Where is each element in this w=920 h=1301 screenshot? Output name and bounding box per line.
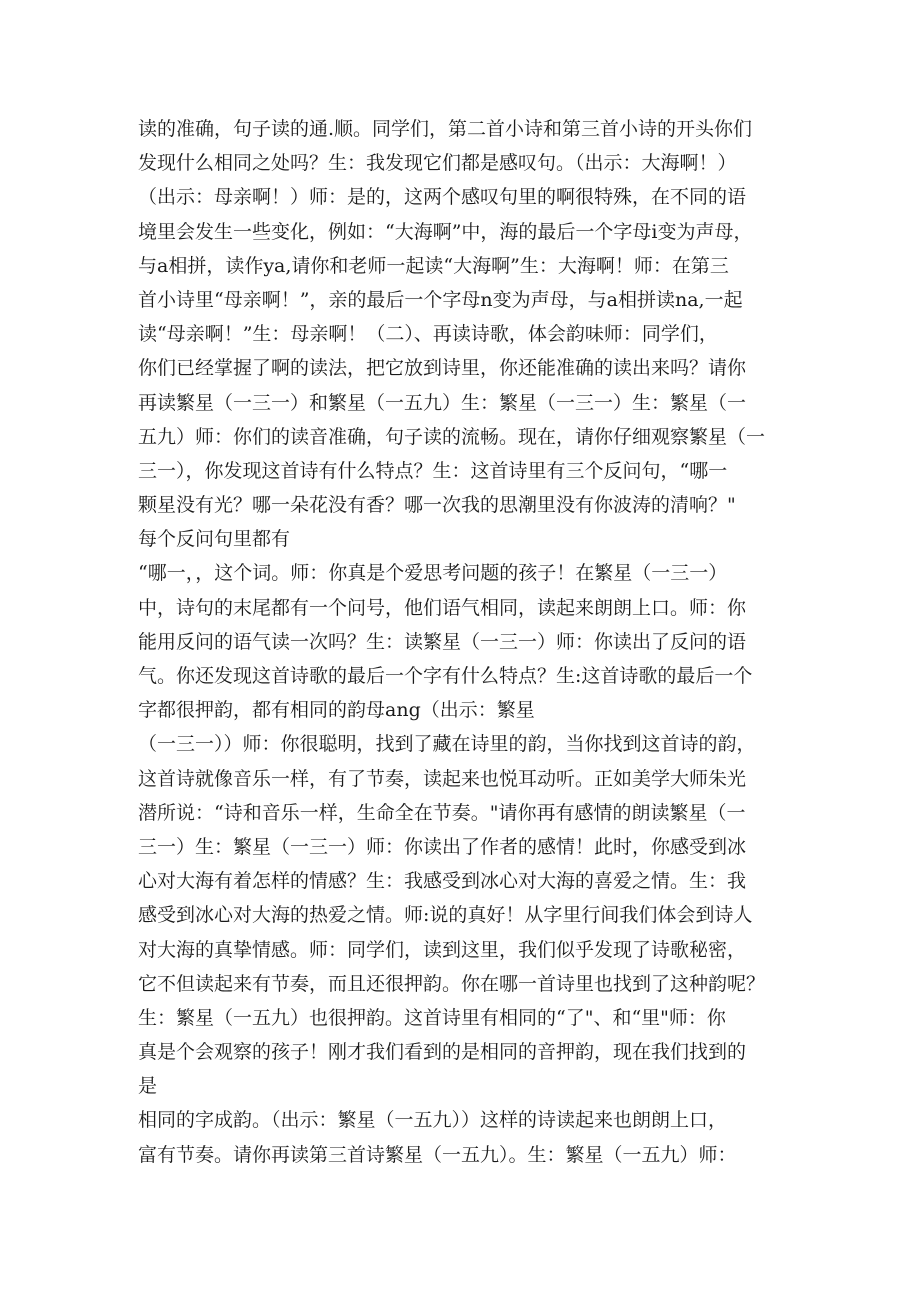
text-line: 中，诗句的末尾都有一个问号，他们语气相同，读起来朗朗上口。师：你 [138,596,747,619]
text-line: （出示：母亲啊！）师：是的，这两个感叹句里的啊很特殊，在不同的语 [138,186,747,209]
text-line: 首小诗里“母亲啊！”，亲的最后一个字母n变为声母，与a相拼读na,一起 [138,288,743,311]
text-line: （一三一））师：你很聪明，找到了藏在诗里的韵，当你找到这首诗的韵， [138,733,756,756]
text-line: 它不但读起来有节奏，而且还很押韵。你在哪一首诗里也找到了这种韵呢？ [138,972,766,995]
text-line: 感受到冰心对大海的热爱之情。师:说的真好！从字里行间我们体会到诗人 [138,904,753,927]
text-line: 能用反问的语气读一次吗？生：读繁星（一三一）师：你读出了反问的语 [138,630,747,653]
text-line: 颗星没有光？哪一朵花没有香？哪一次我的思潮里没有你波涛的清响？" [138,494,736,517]
text-line: 是 [138,1075,158,1098]
text-line: 字都很押韵，都有相同的韵母ang（出示：繁星 [138,699,535,722]
text-line: 读的准确，句子读的通.顺。同学们，第二首小诗和第三首小诗的开头你们 [138,118,753,140]
text-line: 五九）师：你们的读音准确，句子读的流畅。现在，请你仔细观察繁星（一 [138,425,766,448]
text-line: 相同的字成韵。（出示：繁星（一五九））这样的诗读起来也朗朗上口， [138,1109,728,1132]
text-line: 境里会发生一些变化，例如：“大海啊”中，海的最后一个字母i变为声母， [138,220,753,243]
text-line: 你们已经掌握了啊的读法，把它放到诗里，你还能准确的读出来吗？请你 [138,357,747,380]
text-line: “哪一，，这个词。师：你真是个爱思考问题的孩子！在繁星（一三一） [138,562,728,585]
text-line: 三一），你发现这首诗有什么特点？生：这首诗里有三个反问句，“哪一 [138,459,728,482]
text-line: 潜所说：“诗和音乐一样，生命全在节奏。"请你再有感情的朗读繁星（一 [138,801,746,824]
text-line: 心对大海有着怎样的情感？生：我感受到冰心对大海的喜爱之情。生：我 [138,870,747,893]
text-line: 读“母亲啊！”生：母亲啊！（二）、再读诗歌，体会韵味师：同学们， [138,323,718,346]
text-line: 发现什么相同之处吗？生：我发现它们都是感叹句。（出示：大海啊！） [138,152,737,175]
text-line: 三一）生：繁星（一三一）师：你读出了作者的感情！此时，你感受到冰 [138,835,747,858]
text-line: 每个反问句里都有 [138,528,291,551]
text-line: 再读繁星（一三一）和繁星（一五九）生：繁星（一三一）生：繁星（一 [138,391,747,414]
text-line: 气。你还发现这首诗歌的最后一个字有什么特点？生:这首诗歌的最后一个 [138,665,753,687]
text-line: 富有节奏。请你再读第三首诗繁星（一五九）。生：繁星（一五九）师： [138,1143,737,1166]
text-line: 真是个会观察的孩子！刚才我们看到的是相同的音押韵，现在我们找到的 [138,1041,747,1064]
text-line: 对大海的真挚情感。师：同学们，读到这里，我们似乎发现了诗歌秘密， [138,938,747,961]
body-text [138,112,808,1172]
text-line: 生：繁星（一五九）也很押韵。这首诗里有相同的“了"、和“里"师：你 [138,1006,726,1029]
text-line: 这首诗就像音乐一样，有了节奏，读起来也悦耳动听。正如美学大师朱光 [138,767,747,790]
text-line: 与a相拼，读作ya,请你和老师一起读“大海啊”生：大海啊！师：在第三 [138,254,729,277]
